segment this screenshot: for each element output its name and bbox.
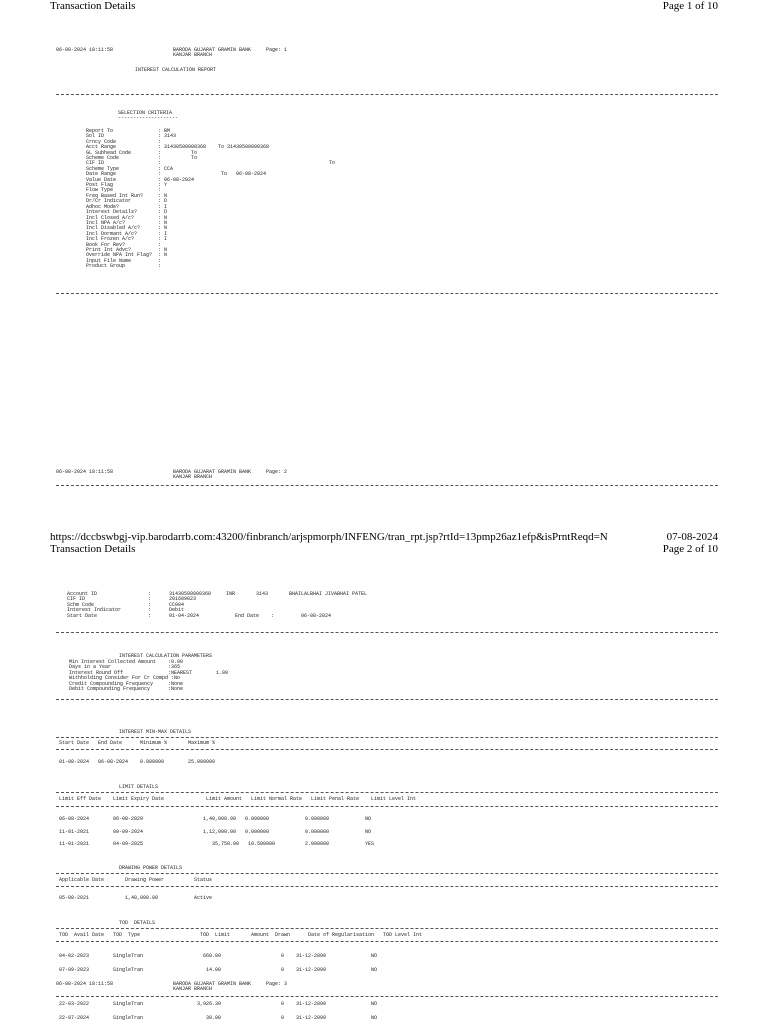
report-header: 06-08-2024 18:11:58 BARODA GUJARAT GRAMIN BANK Page: 2 KANJAR BRANCH bbox=[56, 469, 288, 481]
divider bbox=[56, 737, 718, 738]
divider bbox=[56, 886, 718, 887]
interest-params-title: INTEREST CALCULATION PARAMETERS bbox=[119, 653, 213, 659]
divider bbox=[56, 928, 718, 929]
print-date: 07-08-2024 bbox=[666, 531, 718, 543]
minmax-row: 01-08-2024 06-08-2024 0.000000 25.000000 bbox=[59, 759, 216, 765]
page-number: Page 2 of 10 bbox=[662, 543, 718, 555]
divider bbox=[56, 792, 718, 793]
limit-title: LIMIT DETAILS bbox=[119, 784, 159, 790]
selection-criteria-title: SELECTION CRITERIA -------------------- bbox=[118, 110, 179, 122]
divider bbox=[56, 806, 718, 807]
divider bbox=[56, 749, 718, 750]
divider bbox=[56, 293, 718, 294]
limit-header: Limit Eff Date Limit Expiry Date Limit Amount Limit Normal Rate Limit Penal Rate Limit Level Int bbox=[59, 796, 417, 802]
drawing-power-title: DRAWING POWER DETAILS bbox=[119, 865, 183, 871]
divider bbox=[56, 485, 718, 486]
page-number: Page 1 of 10 bbox=[662, 0, 718, 12]
page-url: https://dccbswbgj-vip.barodarrb.com:43200/finbranch/arjspmorph/INFENG/tran_rpt.jsp?rtId=13pmp26az1efp&isPrntReqd=N bbox=[50, 531, 608, 543]
report-title: INTEREST CALCULATION REPORT bbox=[135, 67, 217, 73]
minmax-header: Start Date End Date Minimum % Maximum % bbox=[59, 740, 216, 746]
drawing-power-header: Applicable Date Drawing Power Status bbox=[59, 877, 213, 883]
divider bbox=[56, 996, 718, 997]
tod-title: TOD DETAILS bbox=[119, 920, 156, 926]
divider bbox=[56, 94, 718, 95]
tod-rows: 22-03-2022 SingleTran 3,926.30 0 31-12-2099 NO 22-07-2024 SingleTran 30.00 0 31-12-2099 NO bbox=[59, 1001, 378, 1021]
divider bbox=[56, 873, 718, 874]
divider bbox=[56, 632, 718, 633]
report-header: 06-08-2024 18:11:58 BARODA GUJARAT GRAMIN BANK Page: 1 KANJAR BRANCH bbox=[56, 47, 288, 59]
page-title: Transaction Details bbox=[50, 543, 136, 555]
page-title: Transaction Details bbox=[50, 0, 136, 12]
minmax-title: INTEREST MIN-MAX DETAILS bbox=[119, 729, 192, 735]
limit-rows: 06-08-2024 06-08-2029 1,40,000.00 0.000000 0.000000 NO 11-01-2021 09-09-2024 1,12,000.00 0.000000 0.000000 NO 11-01-2021 04-09-2025 35,750.00 10.500000 2.000000 YES bbox=[59, 816, 375, 848]
divider bbox=[56, 699, 718, 700]
account-details: Account ID : 31430500000368 INR 3143 BHAILALBHAI JIVABHAI PATEL CIF ID : 201609023 Schm Code : CC004 Interest Indicator : Debit Start Date : 01-04-2024 End Date : 06-08-2024 bbox=[67, 591, 368, 619]
selection-criteria: Report To : BM Sol ID : 3143 Crncy Code : Acct Range : 31430500000368 To 31430500000368 GL Subhead Code : To Scheme Code : To CIF ID : To Scheme Type : CCA Date Range : To 06-08-2024 Value Date : 06-08-2024 Post Flag : Y Flow Type : Freq Based Int Run? : N Dr/Cr Indicator : D Adhoc Mode? : I Interest Details? : D Incl Closed A/c? : N Incl NPA A/c? : N Incl Disabled A/c? : N Incl Dormant A/c? : I Incl Frozen A/c? : I Book For Rev? : Print Int Advc? : N Override NPA Int Flag? : N Input File Name : Product Group : bbox=[86, 128, 336, 270]
tod-header: TOD Avail Date TOD Type TOD Limit Amount Drawn Date of Regularisation TOD Level Int bbox=[59, 932, 423, 938]
tod-rows: 04-02-2023 SingleTran 660.80 0 31-12-2099 NO 07-09-2023 SingleTran 14.00 0 31-12-2099 NO bbox=[59, 953, 378, 973]
drawing-power-row: 05-08-2021 1,40,000.00 Active bbox=[59, 895, 213, 901]
interest-params: Min Interest Collected Amount :0.00 Days in a Year :365 Interest Round Off :NEAREST 1.00 Withholding Consider For Cr Compd :No Credit Compounding Frequency :None Debit Compounding Frequency :None bbox=[69, 659, 229, 693]
report-header: 06-08-2024 18:11:58 BARODA GUJARAT GRAMIN BANK Page: 3 KANJAR BRANCH bbox=[56, 981, 288, 993]
divider bbox=[56, 941, 718, 942]
